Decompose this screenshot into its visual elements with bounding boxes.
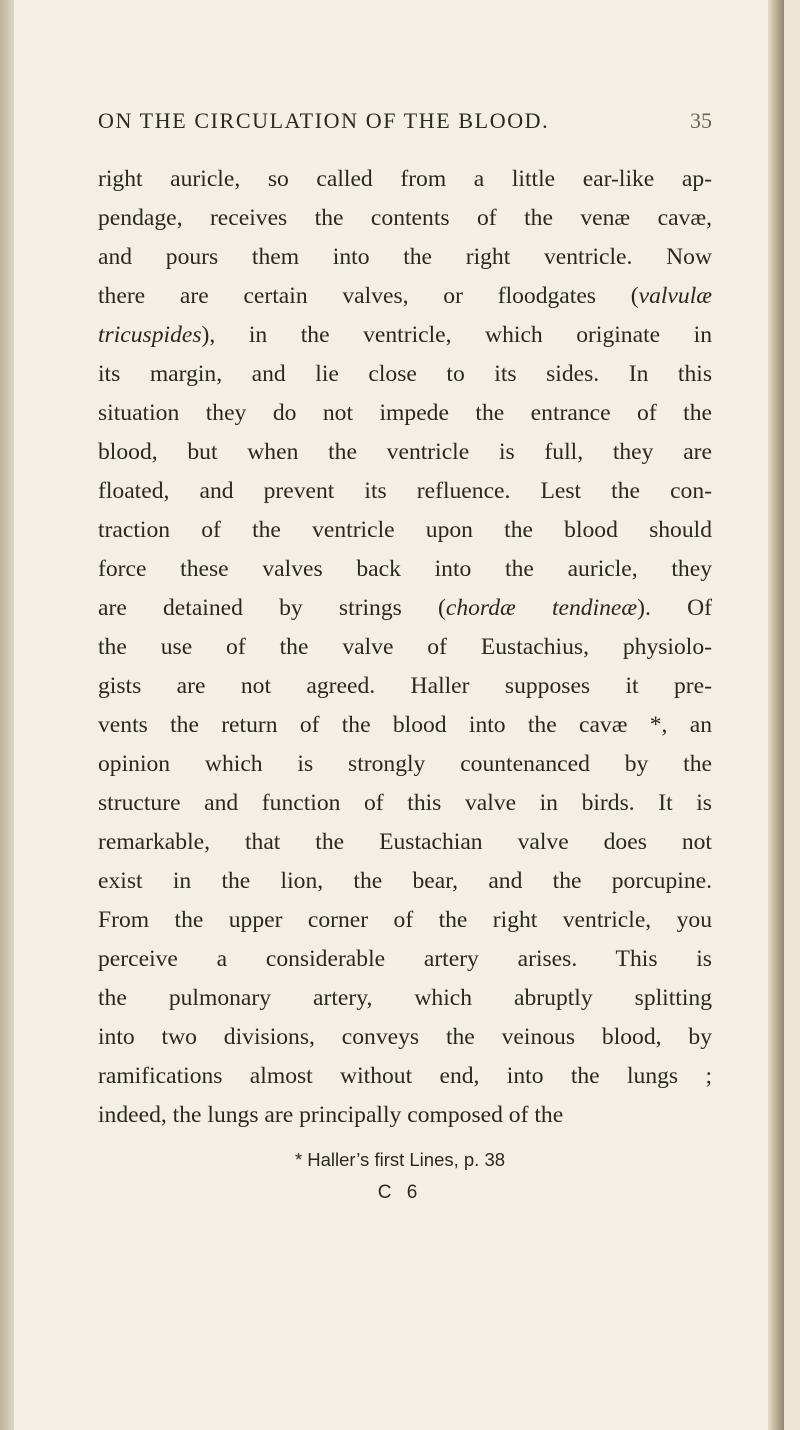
text-line: are detained by strings (chordæ tendineæ). Of	[98, 595, 712, 621]
text-line: force these valves back into the auricle, they	[98, 556, 712, 582]
text-line: blood, but when the ventricle is full, they are	[98, 439, 712, 465]
text-line: tricuspides), in the ventricle, which originate in	[98, 322, 712, 348]
text-line: structure and function of this valve in birds. It is	[98, 790, 712, 816]
text-line: vents the return of the blood into the cavæ *, an	[98, 712, 712, 738]
text-line: the use of the valve of Eustachius, physiolo-	[98, 634, 712, 660]
text-line: perceive a considerable artery arises. This is	[98, 946, 712, 972]
text-line: pendage, receives the contents of the venæ cavæ,	[98, 205, 712, 231]
body-text	[98, 160, 712, 1135]
right-binding-edge	[768, 0, 784, 1430]
text-line: remarkable, that the Eustachian valve does not	[98, 829, 712, 855]
text-line: the pulmonary artery, which abruptly splitting	[98, 985, 712, 1011]
text-line: right auricle, so called from a little ear-like ap-	[98, 166, 712, 192]
text-line: opinion which is strongly countenanced by the	[98, 751, 712, 777]
text-line: and pours them into the right ventricle. Now	[98, 244, 712, 270]
running-head: ON THE CIRCULATION OF THE BLOOD.	[98, 108, 550, 133]
page-number: 35	[690, 108, 712, 133]
left-binding-edge	[0, 0, 14, 1430]
text-line: there are certain valves, or floodgates (valvulæ	[98, 283, 712, 309]
text-line: into two divisions, conveys the veinous blood, by	[98, 1024, 712, 1050]
text-line: floated, and prevent its refluence. Lest the con-	[98, 478, 712, 504]
text-line: gists are not agreed. Haller supposes it pre-	[98, 673, 712, 699]
text-line: From the upper corner of the right ventricle, you	[98, 907, 712, 933]
text-line: indeed, the lungs are principally composed of the	[98, 1102, 564, 1128]
page-header	[98, 108, 712, 148]
text-line: traction of the ventricle upon the blood should	[98, 517, 712, 543]
text-line: exist in the lion, the bear, and the porcupine.	[98, 868, 712, 894]
text-line: its margin, and lie close to its sides. In this	[98, 361, 712, 387]
text-line: situation they do not impede the entrance of the	[98, 400, 712, 426]
footnote: * Haller’s first Lines, p. 38	[294, 1149, 506, 1170]
signature-mark: C 6	[377, 1182, 423, 1203]
text-line: ramifications almost without end, into the lungs ;	[98, 1063, 712, 1089]
